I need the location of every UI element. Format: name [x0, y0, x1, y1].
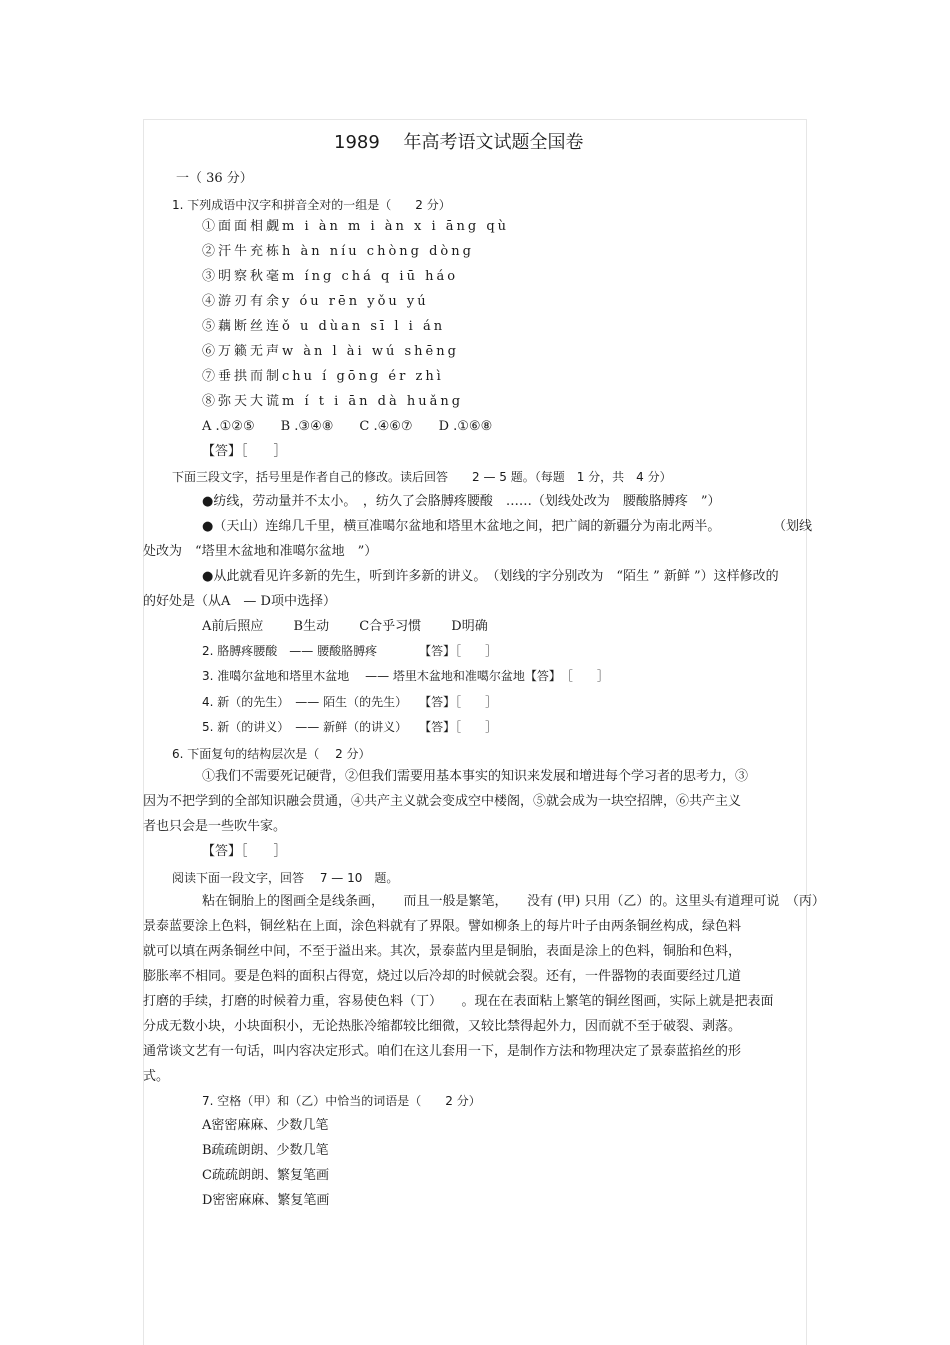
passage2-line-3: 就可以填在两条铜丝中间，不至于溢出来。其次，景泰蓝内里是铜胎，表面是涂上的色料，铜胎和色料， — [143, 944, 742, 959]
q6-line-2: 因为不把学到的全部知识融会贯通，④共产主义就会变成空中楼阁，⑤就会成为一块空招牌，⑥共产主义 — [143, 794, 742, 809]
passage2-intro: 阅读下面一段文字，回答 7 — 10 题。 — [172, 871, 399, 885]
q3-line: 3. 准噶尔盆地和塔里木盆地 —— 塔里木盆地和准噶尔盆地【答】 ［ ］ — [202, 669, 609, 683]
q2-line: 2. 胳膊疼腰酸 —— 腰酸胳膊疼 【答】［ ］ — [202, 644, 498, 658]
passage1-choices: A前后照应 B生动 C合乎习惯 D明确 — [202, 619, 488, 634]
q1-item: ⑤藕断丝连ǒ u dùan sī l i án — [202, 319, 446, 334]
passage1-bullet-3: ●从此就看见许多新的先生，听到许多新的讲义。 （划线的字分别改为 “陌生 ” 新鲜 ”）这样修改的 — [202, 569, 779, 584]
q1-item: ⑦垂拱而制chu í gōng ér zhì — [202, 369, 444, 384]
passage2-line-4: 膨胀率不相同。要是色料的面积占得宽，烧过以后冷却的时候就会裂。还有，一件器物的表面要经过几道 — [143, 969, 742, 984]
q1-stem: 1. 下列成语中汉字和拼音全对的一组是（ 2 分） — [172, 198, 451, 212]
passage1-bullet-2-cont: 处改为 “塔里木盆地和准噶尔盆地 ”） — [143, 544, 378, 559]
passage1-bullet-3-cont: 的好处是（从A — D项中选择） — [143, 594, 336, 609]
q7-option: D密密麻麻、繁复笔画 — [202, 1193, 330, 1208]
passage2-line-6: 分成无数小块，小块面积小，无论热胀冷缩都较比细微，又较比禁得起外力，因而就不至于破裂、剥落。 — [143, 1019, 742, 1034]
passage1-bullet-1: ●纺线，劳动量并不太小。 ，纺久了会胳膊疼腰酸 ……（划线处改为 腰酸胳膊疼 ”） — [202, 494, 721, 509]
section-heading: 一（ 36 分） — [176, 171, 253, 186]
q7-stem: 7. 空格（甲）和（乙）中恰当的词语是（ 2 分） — [202, 1094, 481, 1108]
q6-line-3: 者也只会是一些吹牛家。 — [143, 819, 287, 834]
q1-item: ②汗牛充栋h àn níu chòng dòng — [202, 244, 474, 259]
q6-answer-slot: 【答】［ ］ — [202, 844, 287, 859]
passage1-bullet-2: ●（天山）连绵几千里，横亘准噶尔盆地和塔里木盆地之间，把广阔的新疆分为南北两半。 — [202, 519, 721, 534]
q1-item: ⑧弥天大谎m í t i ān dà huǎng — [202, 394, 464, 409]
passage2-line-1: 粘在铜胎上的图画全是线条画， 而且一般是繁笔， 没有 (甲) 只用（乙）的。这里头有道理可说 （丙） — [202, 894, 825, 909]
passage1-bullet-2-note: （划线 — [773, 519, 813, 534]
q1-item: ③明察秋毫m íng chá q iū háo — [202, 269, 459, 284]
passage2-line-2: 景泰蓝要涂上色料，铜丝粘在上面，涂色料就有了界限。譬如柳条上的每片叶子由两条铜丝构成，绿色料 — [143, 919, 742, 934]
passage2-line-5: 打磨的手续，打磨的时候着力重，容易使色料（丁） 。现在在表面粘上繁笔的铜丝图画，实际上就是把表面 — [143, 994, 774, 1009]
page-title: 1989 年高考语文试题全国卷 — [334, 132, 584, 153]
q1-item: ①面面相觑m i àn m i àn x i āng qù — [202, 219, 510, 234]
q1-options: A .①②⑤ B .③④⑧ C .④⑥⑦ D .①⑥⑧ — [202, 419, 493, 434]
q1-answer-slot: 【答】［ ］ — [202, 444, 287, 459]
q7-option: A密密麻麻、少数几笔 — [202, 1118, 329, 1133]
q1-item: ④游刃有余y óu rēn yǒu yú — [202, 294, 429, 309]
q4-line: 4. 新（的先生） —— 陌生（的先生） 【答】［ ］ — [202, 695, 498, 709]
q6-stem: 6. 下面复句的结构层次是（ 2 分） — [172, 747, 371, 761]
q5-line: 5. 新（的讲义） —— 新鲜（的讲义） 【答】［ ］ — [202, 720, 498, 734]
passage2-line-7: 通常谈文艺有一句话，叫内容决定形式。咱们在这儿套用一下，是制作方法和物理决定了景泰蓝掐丝的形 — [143, 1044, 742, 1059]
q6-line-1: ①我们不需要死记硬背，②但我们需要用基本事实的知识来发展和增进每个学习者的思考力，③ — [202, 769, 749, 784]
q7-option: B疏疏朗朗、少数几笔 — [202, 1143, 329, 1158]
passage1-intro: 下面三段文字，括号里是作者自己的修改。读后回答 2 — 5 题。（每题 1 分，共 4 分） — [172, 470, 672, 484]
passage2-line-8: 式。 — [143, 1069, 170, 1084]
q1-item: ⑥万籁无声w àn l ài wú shēng — [202, 344, 459, 359]
q7-option: C疏疏朗朗、繁复笔画 — [202, 1168, 329, 1183]
